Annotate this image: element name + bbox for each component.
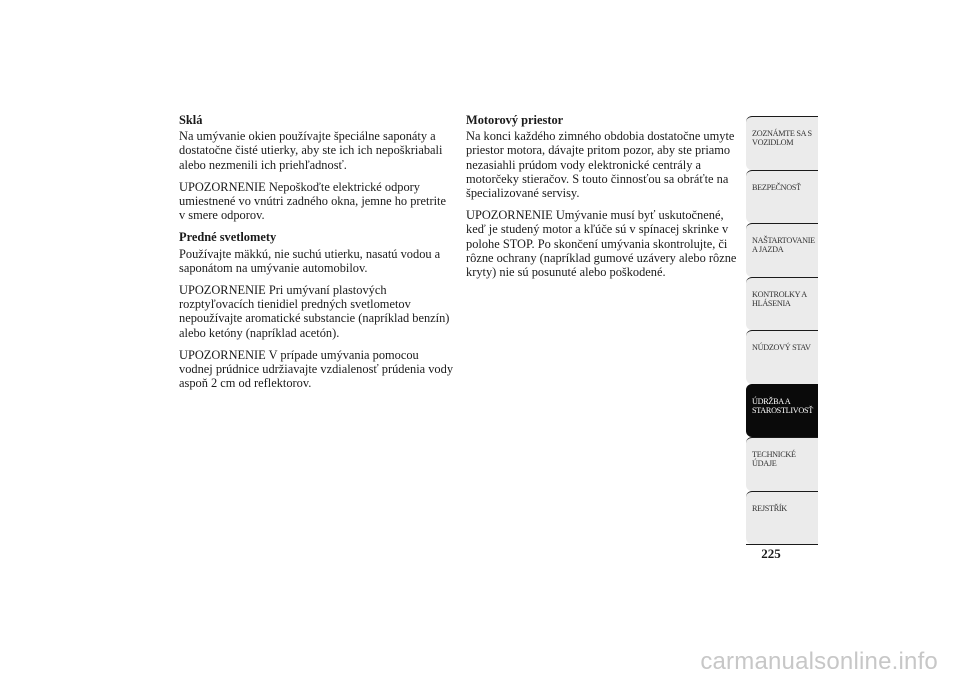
tab-label-line2: ÚDAJE bbox=[752, 459, 777, 469]
paragraph-engine-bay-warning: UPOZORNENIE Umývanie musí byť uskutočnené, keď je studený motor a kľúče sú v spínacej skrinke v polohe STOP. Po skončení umývania skontrolujte, či rôzne ochrany (napríklad gumové uzávery alebo rôzne kryty) nie sú posunuté alebo poškodené. bbox=[466, 208, 737, 280]
tab-warning-lights[interactable] bbox=[746, 277, 818, 331]
tab-label-line2: HLÁSENIA bbox=[752, 298, 791, 308]
chapter-tabs bbox=[746, 116, 818, 545]
tab-label-line1: NÚDZOVÝ STAV bbox=[752, 343, 811, 352]
tab-get-to-know-vehicle[interactable] bbox=[746, 116, 818, 170]
paragraph-headlights-warning-water-jet: UPOZORNENIE V prípade umývania pomocou vodnej prúdnice udržiavajte vzdialenosť prúdenia vody aspoň 2 cm od reflektorov. bbox=[179, 347, 454, 391]
tab-label-line1: ÚDRŽBA A bbox=[752, 396, 791, 406]
tab-safety[interactable] bbox=[746, 170, 818, 224]
tab-label-line2: VOZIDLOM bbox=[752, 138, 794, 148]
page-number: 225 bbox=[761, 546, 781, 561]
tab-label-line1: TECHNICKÉ bbox=[752, 450, 796, 459]
paragraph-headlights-warning-solvents: UPOZORNENIE Pri umývaní plastových rozptyľovacích tienidiel predných svetlometov nepoužívajte aromatické substancie (napríklad benzín) alebo ketóny (napríklad acetón). bbox=[179, 283, 450, 340]
paragraph-engine-bay-cleaning: Na konci každého zimného obdobia dostatočne umyte priestor motora, dávajte pritom pozor, aby ste priamo nezasiahli prúdom vody elektronické centrály a motorčeky stieračov. S touto činnosťou sa obráťte na špecializované servisy. bbox=[466, 129, 735, 201]
tab-label-line1: KONTROLKY A bbox=[752, 289, 807, 299]
paragraph-headlights-cleaning: Používajte mäkkú, nie suchú utierku, nasatú vodou a saponátom na umývanie automobilov. bbox=[179, 246, 441, 275]
watermark: carmanualsonline.info bbox=[700, 648, 938, 675]
tab-label-line1: REJSTŘÍK bbox=[752, 503, 787, 513]
left-column bbox=[179, 113, 453, 398]
section-heading-headlights: Predné svetlomety bbox=[179, 230, 277, 245]
tabs-bottom-rule bbox=[746, 544, 818, 545]
section-heading-glass: Sklá bbox=[179, 113, 203, 127]
tab-label-line2: A JAZDA bbox=[752, 245, 784, 255]
tab-label-line1: NAŠTARTOVANIE bbox=[752, 236, 815, 245]
tab-label-line1: ZOZNÁMTE SA S bbox=[752, 129, 812, 138]
tab-starting-and-driving[interactable] bbox=[746, 223, 818, 277]
section-heading-engine-bay: Motorový priestor bbox=[466, 113, 564, 127]
paragraph-glass-warning: UPOZORNENIE Nepoškoďte elektrické odpory umiestnené vo vnútri zadného okna, jemne ho pretrite v smere odporov. bbox=[179, 179, 447, 223]
paragraph-glass-cleaning: Na umývanie okien používajte špeciálne saponáty a dostatočne čisté utierky, aby ste ich ich nepoškriabali alebo nezmenili ich priehľadnosť. bbox=[179, 129, 443, 172]
tab-technical-data[interactable] bbox=[746, 437, 818, 491]
tab-maintenance-and-care[interactable] bbox=[746, 384, 818, 438]
tab-index[interactable] bbox=[746, 491, 818, 545]
tab-label-line2: STAROSTLIVOSŤ bbox=[752, 405, 813, 415]
right-column bbox=[466, 113, 738, 287]
tab-emergency[interactable] bbox=[746, 330, 818, 384]
tab-label-line1: BEZPEČNOSŤ bbox=[752, 182, 801, 192]
